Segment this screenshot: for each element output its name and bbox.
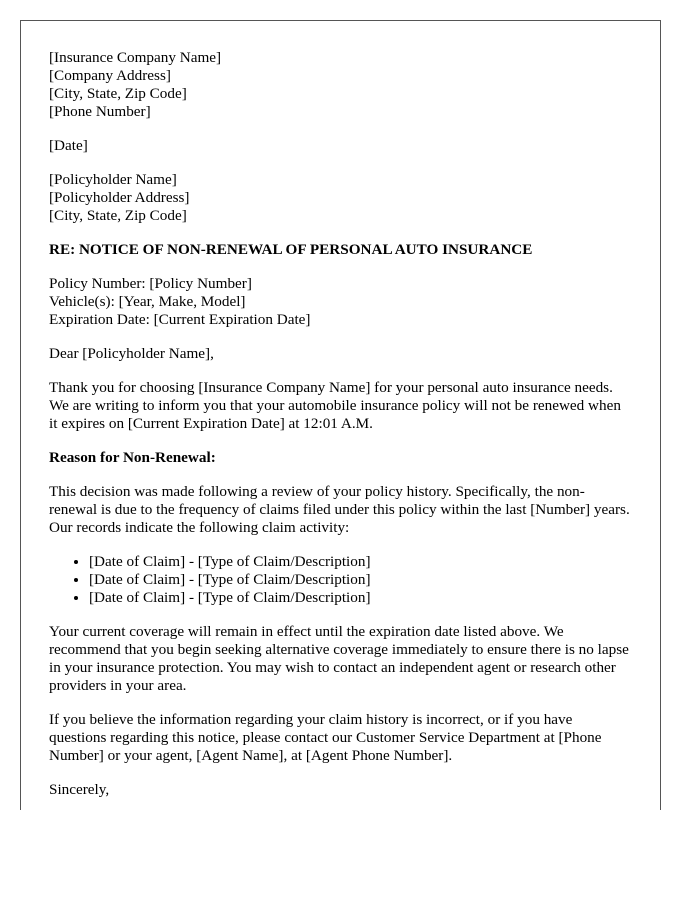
expiration-date: Expiration Date: [Current Expiration Date]	[49, 311, 311, 328]
vehicles: Vehicle(s): [Year, Make, Model]	[49, 293, 246, 310]
letter-page	[20, 20, 661, 810]
intro-paragraph: Thank you for choosing [Insurance Company Name] for your personal auto insurance needs. We are writing to inform you that your automobile insurance policy will not be renewed when it expires on [Current Expiration Date] at 12:01 A.M.	[49, 379, 621, 432]
recipient-name: [Policyholder Name]	[49, 171, 177, 188]
letter-date: [Date]	[49, 137, 88, 154]
recipient-city-state-zip: [City, State, Zip Code]	[49, 207, 187, 224]
claim-item: • [Date of Claim] - [Type of Claim/Description]	[89, 571, 632, 589]
subject-line: RE: NOTICE OF NON-RENEWAL OF PERSONAL AUTO INSURANCE	[49, 241, 533, 258]
sender-city-state-zip: [City, State, Zip Code]	[49, 85, 187, 102]
sender-company-name: [Insurance Company Name]	[49, 49, 222, 66]
contact-paragraph: If you believe the information regarding your claim history is incorrect, or if you have questions regarding this notice, please contact our Customer Service Department at [Phone Number] or your agent, [Agent Name], at [Agent Phone Number].	[49, 711, 602, 764]
reason-paragraph: This decision was made following a review of your policy history. Specifically, the non-renewal is due to the frequency of claims filed under this policy within the last [Number] years. Our records indicate the following claim activity:	[49, 483, 630, 536]
coverage-paragraph: Your current coverage will remain in effect until the expiration date listed above. We recommend that you begin seeking alternative coverage immediately to ensure there is no lapse in your insurance protection. You may wish to contact an independent agent or research other providers in your area.	[49, 623, 629, 694]
sender-company-address: [Company Address]	[49, 67, 171, 84]
closing: Sincerely,	[49, 781, 110, 798]
sender-phone: [Phone Number]	[49, 103, 151, 120]
date-block	[49, 137, 632, 155]
recipient-address: [Policyholder Address]	[49, 189, 190, 206]
reason-heading: Reason for Non-Renewal:	[49, 449, 216, 466]
sender-block	[49, 49, 632, 121]
recipient-block	[49, 171, 632, 225]
claim-item: • [Date of Claim] - [Type of Claim/Description]	[89, 553, 632, 571]
policy-number: Policy Number: [Policy Number]	[49, 275, 252, 292]
claim-item: • [Date of Claim] - [Type of Claim/Description]	[89, 589, 632, 607]
policy-info-block	[49, 275, 632, 329]
salutation: Dear [Policyholder Name],	[49, 345, 214, 362]
claims-list	[49, 553, 632, 607]
